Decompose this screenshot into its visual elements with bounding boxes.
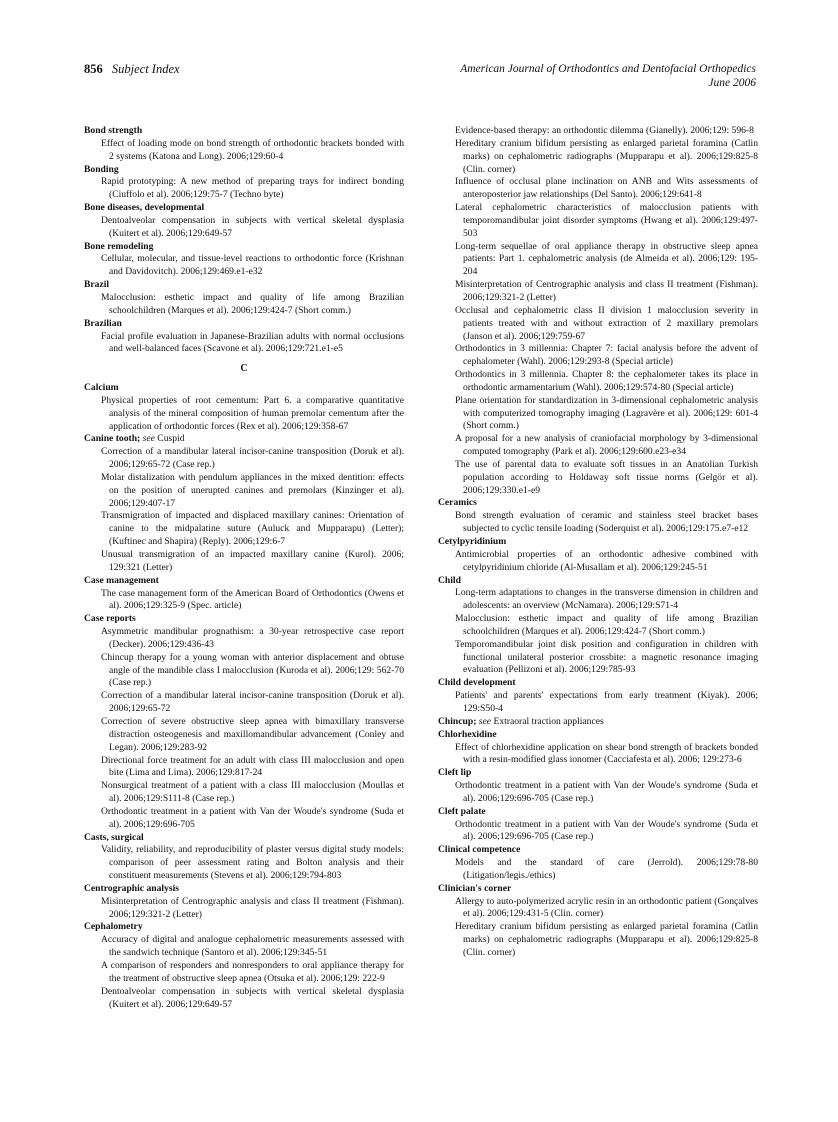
index-entry [84,318,404,357]
index-entry [84,883,404,922]
heading-text: Clinical competence [438,844,521,856]
index-entry [84,125,404,164]
index-citation: A proposal for a new analysis of craniofacial morphology by 3-dimensional computed tomography (Park et al). 2006;129:600.e23-e34 [455,433,758,458]
index-citation: Orthodontic treatment in a patient with Van der Woude's syndrome (Suda et al). 2006;129:696-705 [101,805,404,830]
index-entry [438,767,758,806]
see-label: see [478,715,492,727]
index-heading [84,382,404,395]
index-citation: Cellular, molecular, and tissue-level reactions to orthodontic force (Krishnan and Davidovitch). 2006;129:469.e1-e32 [101,253,404,278]
section-title: Subject Index [111,62,180,76]
index-entry [84,382,404,433]
index-heading [438,806,758,819]
index-heading [84,433,404,446]
index-citation: Lateral cephalometric characteristics of malocclusion patients with temporomandibular joint disorder symptoms (Hwang et al). 2006;129:497-503 [455,202,758,239]
index-entry [84,279,404,318]
heading-text: Cetylpyridinium [438,536,507,547]
heading-text: Ceramics [438,497,477,509]
index-citation: Long-term sequellae of oral appliance therapy in obstructive sleep apnea patients: Part 1. cephalometric analysis (de Almeida et al). 2006;129: 195-204 [455,240,758,278]
index-citation: Transmigration of impacted and displaced maxillary canines: Orientation of canine to the midpalatine suture (Auluck and Mupparapu) (Letter); (Kuftinec and Shapira) (Reply). 2006;129:6-7 [101,510,404,548]
index-citation: Asymmetric mandibular prognathism: a 30-year retrospective case report (Decker). 2006;129:436-43 [101,626,404,650]
index-citation: Effect of chlorhexidine application on shear bond strength of brackets bonded with a resin-modified glass ionomer (Cacciafesta et al). 2006; 129:273-6 [455,741,758,766]
index-entry [438,729,758,768]
index-heading [438,844,758,857]
index-heading [84,613,404,626]
index-heading [84,883,404,896]
index-citation: A comparison of responders and nonresponders to oral appliance therapy for the treatment of obstructive sleep apnea (Otsuka et al). 2006;129: 222-9 [101,960,404,984]
heading-text: Calcium [84,382,119,394]
index-entry [438,883,758,960]
see-label: see [142,433,155,445]
running-header-right [460,62,756,90]
index-citation: Orthodontic treatment in a patient with Van der Woude's syndrome (Suda et al). 2006;129:696-705 (Case rep.) [455,818,758,843]
heading-text: Chlorhexidine [438,728,497,740]
index-entry [84,433,404,574]
index-citation: Nonsurgical treatment of a patient with a class III malocclusion (Moullas et al). 2006;129:S111-8 (Case rep.) [101,780,404,805]
index-heading [84,921,404,934]
heading-text: Child [438,574,461,586]
index-citation: Allergy to auto-polymerized acrylic resin in an orthodontic patient (Gonçalves et al). 2006;129:431-5 (Clin. corner) [455,895,758,920]
index-column-right [438,125,758,960]
index-citation: Chincup therapy for a young woman with anterior displacement and obtuse angle of the mandible class I malocclusion (Kuroda et al). 2006;129: 562-70 (Case rep.) [101,651,404,689]
heading-text: Cephalometry [84,921,143,933]
index-citation: Occlusal and cephalometric class II division 1 malocclusion severity in patients treated with and without extraction of 2 maxillary premolars (Janson et al). 2006;129:759-67 [455,304,758,342]
index-citation: Effect of loading mode on bond strength of orthodontic brackets bonded with 2 systems (Katona and Long). 2006;129:60-4 [101,137,404,162]
index-citation: Antimicrobial properties of an orthodontic adhesive combined with cetylpyridinium chloride (Al-Musallam et al). 2006;129:245-51 [455,548,758,573]
index-column-left [84,125,404,1011]
index-heading [438,767,758,780]
index-heading [438,575,758,588]
index-citation: Influence of occlusal plane inclination on ANB and Wits assessments of anteroposterior jaw relationships (Del Santo). 2006;129:641-8 [455,176,758,201]
heading-text: Case reports [84,613,136,625]
heading-text: Brazil [84,279,110,291]
index-citation: Rapid prototyping: A new method of preparing trays for indirect bonding (Ciuffolo et al). 2006;129:75-7 (Techno byte) [101,176,404,201]
heading-text: Case management [84,574,159,586]
running-header-left [84,62,180,77]
index-entry [438,575,758,678]
journal-title: American Journal of Orthodontics and Dentofacial Orthopedics [460,63,756,75]
index-entry [438,806,758,845]
index-citation: Dentoalveolar compensation in subjects with vertical skeletal dysplasia (Kuitert et al). 2006;129:649-57 [101,214,404,239]
issue-date: June 2006 [708,77,756,89]
index-entry [84,241,404,280]
index-citation: Directional force treatment for an adult with class III malocclusion and open bite (Lima and Lima). 2006;129:817-24 [101,754,404,779]
index-heading [438,677,758,690]
index-citation: Facial profile evaluation in Japanese-Brazilian adults with normal occlusions and well-balanced faces (Scavone et al). 2006;129:721.e1-e5 [101,330,404,355]
index-citation: The use of parental data to evaluate soft tissues in an Anatolian Turkish population according to Holdaway soft tissue norms (Gelgör et al). 2006;129:330.e1-e9 [455,458,758,496]
index-citation: Orthodontics in 3 millennia: Chapter 7: facial analysis before the advent of cephalometer (Wahl). 2006;129:293-8 (Special article) [455,343,758,368]
index-heading [84,202,404,215]
index-heading [438,729,758,742]
index-entry [438,677,758,716]
index-citation: Correction of a mandibular lateral incisor-canine transposition (Doruk et al). 2006;129:65-72 [101,690,404,715]
index-heading [84,125,404,138]
heading-text: Brazilian [84,317,122,329]
index-citation: Bond strength evaluation of ceramic and stainless steel bracket bases subjected to cyclic tensile loading (Soderquist et al). 2006;129:175.e7-e12 [455,510,758,535]
index-citation: Malocclusion: esthetic impact and quality of life among Brazilian schoolchildren (Marques et al). 2006;129:424-7 (Short comm.) [455,613,758,637]
index-heading [84,241,404,254]
heading-text: Cleft lip [438,767,472,779]
index-citation: Misinterpretation of Centrographic analysis and class II treatment (Fishman). 2006;129:321-2 (Letter) [455,279,758,303]
index-heading [84,164,404,177]
section-letter: C [240,363,248,375]
index-heading [84,832,404,845]
index-entry [438,125,758,497]
index-citation: Models and the standard of care (Jerrold). 2006;129:78-80 (Litigation/legis./ethics) [455,857,758,881]
index-citation: Patients' and parents' expectations from early treatment (Kiyak). 2006; 129:S50-4 [455,690,758,714]
index-heading [84,575,404,588]
index-entry [438,536,758,575]
index-heading [438,883,758,896]
index-entry [84,164,404,203]
index-citation: Hereditary cranium bifidum persisting as enlarged parietal foramina (Catlin marks) on cephalometric radiographs (Mupparapu et al). 2006;129:825-8 (Clin. corner) [455,137,758,175]
index-citation: Validity, reliability, and reproducibility of plaster versus digital study models: comparison of peer assessment rating and Bolton analysis and their constituent measurements (Stevens et al). 2006;129:794-803 [101,844,404,882]
heading-text: Centrographic analysis [84,882,179,894]
index-citation: The case management form of the American Board of Orthodontics (Owens et al). 2006;129:325-9 (Spec. article) [101,587,404,612]
see-reference: Cuspid [157,433,185,445]
index-citation: Evidence-based therapy: an orthodontic dilemma (Gianelly). 2006;129: 596-8 [455,125,754,136]
index-entry [438,497,758,536]
index-citation: Unusual transmigration of an impacted maxillary canine (Kurol). 2006; 129:321 (Letter) [101,549,404,573]
heading-text: Cleft palate [438,805,486,817]
see-reference: Extraoral traction appliances [493,715,604,727]
index-heading [438,497,758,510]
index-heading [438,716,758,729]
index-entry [84,832,404,883]
index-heading [84,279,404,292]
index-citation: Hereditary cranium bifidum persisting as enlarged parietal foramina (Catlin marks) on cephalometric radiographs (Mupparapu et al). 2006;129:825-8 (Clin. corner) [455,921,758,958]
heading-text: Chincup; [438,715,477,727]
page-number: 856 [84,62,103,76]
index-entry [84,921,404,1011]
index-citation: Orthodontic treatment in a patient with Van der Woude's syndrome (Suda et al). 2006;129:696-705 (Case rep.) [455,780,758,804]
heading-text: Clinician's corner [438,882,512,894]
index-citation: Dentoalveolar compensation in subjects with vertical skeletal dysplasia (Kuitert et al). 2006;129:649-57 [101,985,404,1010]
index-entry [438,844,758,883]
heading-text: Casts, surgical [84,831,144,843]
index-entry [84,575,404,614]
index-citation: Plane orientation for standardization in 3-dimensional cephalometric analysis with computerized tomography imaging (Lagravère et al). 2006;129: 601-4 (Short comm.) [455,394,758,432]
index-citation: Correction of severe obstructive sleep apnea with bimaxillary transverse distraction osteogenesis and maxillomandibular advancement (Conley and Legan). 2006;129:283-92 [101,715,404,753]
heading-text: Canine tooth; [84,433,141,445]
index-citation: Long-term adaptations to changes in the transverse dimension in children and adolescents: an overview (McNamara). 2006;129:S71-4 [455,587,758,612]
heading-text: Bone diseases, developmental [84,202,205,214]
index-citation: Accuracy of digital and analogue cephalometric measurements assessed with the sandwich technique (Santoro et al). 2006;129:345-51 [101,934,404,959]
index-heading [84,318,404,331]
index-citation: Temporomandibular joint disk position and configuration in children with functional unilateral posterior crossbite: a magnetic resonance imaging evaluation (Pellizoni et al). 2006;129:785-93 [455,638,758,676]
heading-text: Bonding [84,163,119,175]
index-citation: Misinterpretation of Centrographic analysis and class II treatment (Fishman). 2006;129:321-2 (Letter) [101,895,404,920]
index-entry [438,716,758,729]
heading-text: Bone remodeling [84,240,154,252]
index-citation: Correction of a mandibular lateral incisor-canine transposition (Doruk et al). 2006;129:65-72 (Case rep.) [101,446,404,471]
index-citation: Physical properties of root cementum: Part 6. a comparative quantitative analysis of the mineral composition of human premolar cementum after the application of orthodontic forces (Rex et al). 2006;129:358-67 [101,394,404,432]
heading-text: Child development [438,677,516,689]
index-citation: Malocclusion: esthetic impact and quality of life among Brazilian schoolchildren (Marques et al). 2006;129:424-7 (Short comm.) [101,291,404,316]
index-citation: Orthodontics in 3 millennia. Chapter 8: the cephalometer takes its place in orthodontic armamentarium (Wahl). 2006;129:574-80 (Special article) [455,369,758,393]
index-entry [84,202,404,241]
index-heading [438,536,758,549]
index-citation: Molar distalization with pendulum appliances in the mixed dentition: effects on the position of unerupted canines and premolars (Kinzinger et al). 2006;129:407-17 [101,471,404,509]
index-entry [84,613,404,831]
heading-text: Bond strength [84,125,143,136]
